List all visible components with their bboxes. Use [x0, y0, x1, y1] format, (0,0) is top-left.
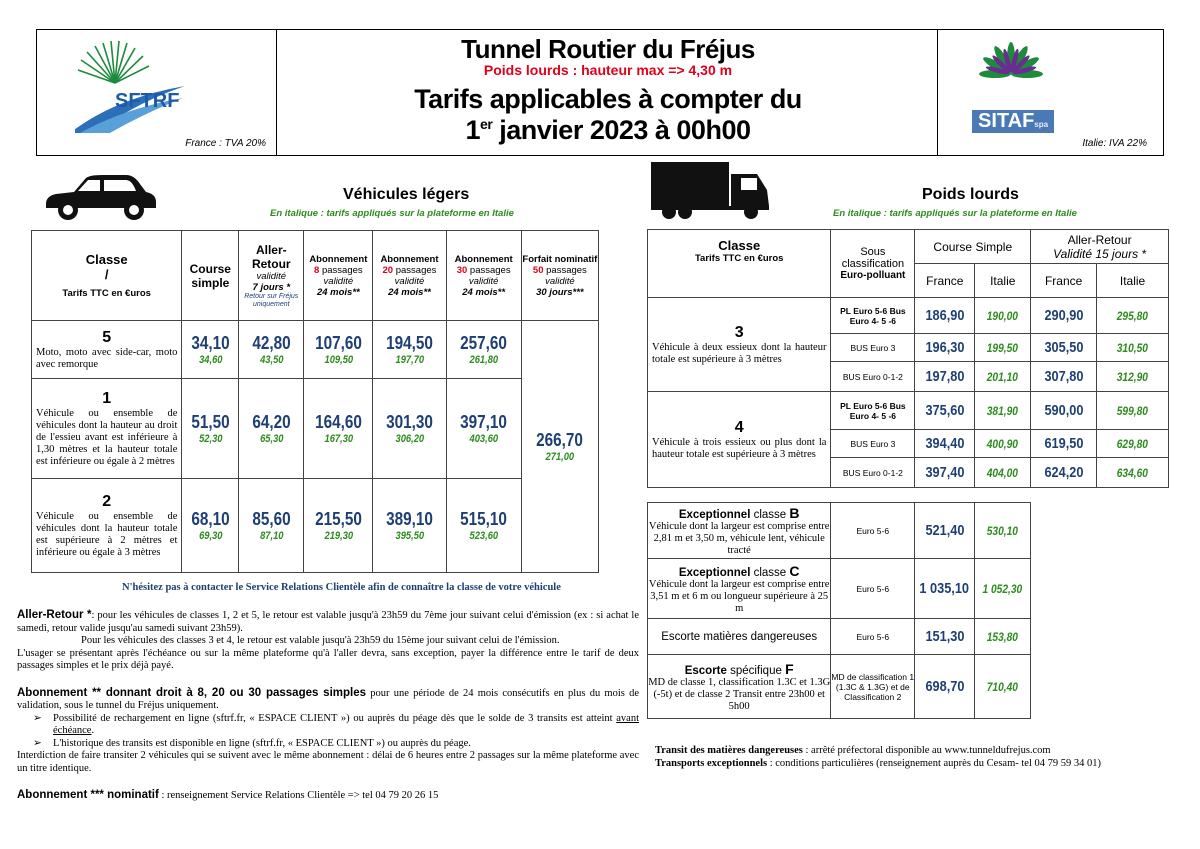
table-row: Escorte matières dangereuses Euro 5-6 151,30 153,80 [648, 619, 1031, 655]
aller-retour-header: Aller-Retour Validité 15 jours * [1031, 230, 1169, 264]
aller-retour-note-3: L'usager se présentant après l'échéance ou sur la même plateforme qu'à l'aller devra, sans exception, payer la différence entre le tarif de deux passages simples et le prix déjà payé. [17, 647, 639, 671]
class-3-cell: 3 Véhicule à deux essieux dont la hauteur totale est supérieure à 3 mètres [648, 298, 831, 392]
aller-retour-note-2: Pour les véhicules des classes 3 et 4, le retour est valable jusqu'à 23h59 du 15ème jour suivant celui de l'émission. [81, 635, 560, 646]
sous-classification-header: Sous classification Euro-polluant [831, 230, 915, 298]
sitaf-logo-text: SITAFspa [972, 110, 1054, 133]
tariff-date-line2: 1er janvier 2023 à 00h00 [465, 115, 751, 145]
contact-notice: N'hésitez pas à contacter le Service Relations Clientèle afin de connaître la classe de votre véhicule [122, 582, 561, 593]
light-vehicles-subtitle: En italique : tarifs appliqués sur la plateforme en Italie [270, 208, 514, 219]
sitaf-logo-cell [937, 30, 1163, 155]
abonnement-20-header: Abonnement 20 passages validité 24 mois** [373, 231, 446, 321]
forfait-header: Forfait nominatif 50 passages validité 30 jours*** [521, 231, 598, 321]
arrow-bullet-icon: ➢ [33, 737, 42, 749]
table-row: Exceptionnel classe C Véhicule dont la largeur est comprise entre 3,51 m et 6 m ou longueur supérieure à 25 m Euro 5-6 1 035,10 1 052,30 [648, 559, 1031, 619]
table-row: 5 Moto, moto avec side-car, moto avec remorque 34,10 34,60 42,80 43,50 107,60 109,50 194,50 197,70 257,60 261,80 266,70 271,00 [32, 321, 599, 379]
class-4-cell: 4 Véhicule à trois essieux ou plus dont la hauteur totale est supérieure à 3 mètres [648, 392, 831, 488]
course-header: Course simple [182, 231, 239, 321]
page-title: Tunnel Routier du Fréjus [461, 34, 755, 64]
sftrf-logo-icon [75, 38, 185, 133]
class-header: Classe Tarifs TTC en €uros [648, 230, 831, 298]
car-icon [42, 172, 160, 222]
nominatif-note: Abonnement *** nominatif : renseignement Service Relations Clientèle => tel 04 79 20 26 15 [17, 789, 439, 801]
class-5-cell: 5 Moto, moto avec side-car, moto avec remorque [32, 321, 182, 379]
table-subheader-row: France Italie France Italie [648, 264, 1169, 298]
list-item: ➢ Possibilité de rechargement en ligne (sftrf.fr, « ESPACE CLIENT ») ou auprès du péage dès que le solde de 3 transits est atteint avant échéance. [33, 712, 639, 736]
arrow-bullet-icon: ➢ [33, 712, 42, 724]
escorte-md-cell: Escorte matières dangereuses [648, 619, 831, 655]
table-row: 3 Véhicule à deux essieux dont la hauteur totale est supérieure à 3 mètres PL Euro 5-6 Bus Euro 4- 5 -6 186,90 190,00 290,90 295,80 [648, 298, 1169, 334]
light-vehicles-table [31, 230, 599, 573]
table-row: BUS Euro 3 196,30 199,50 305,50 310,50 [648, 334, 1169, 362]
list-item: ➢ L'historique des transits est disponible en ligne (sftrf.fr, « ESPACE CLIENT ») ou auprès du péage. [33, 737, 471, 749]
exceptional-c-cell: Exceptionnel classe C Véhicule dont la largeur est comprise entre 3,51 m et 6 m ou longueur supérieure à 25 m [648, 559, 831, 619]
italie-iva-label: Italie: IVA 22% [1082, 138, 1147, 149]
transports-exceptionnels-note: Transports exceptionnels : conditions particulières (renseignement auprès du Cesam- tel 04 79 59 34 01) [655, 757, 1101, 769]
aller-retour-header: Aller-Retour validité 7 jours * Retour sur Fréjus uniquement [239, 231, 304, 321]
table-row: 1 Véhicule ou ensemble de véhicules dont la hauteur au droit de l'essieu avant est inférieure à 1,30 mètres et la hauteur totale est inférieure ou égale à 2 mètres 51,50 52,30 64,20 65,30 164,60 167,30 301,30 306,20 397,10 403,60 [32, 379, 599, 479]
header-box [36, 29, 1164, 156]
table-header-row [648, 230, 1169, 264]
forfait-cell: 266,70 271,00 [521, 321, 598, 573]
escorte-f-cell: Escorte spécifique F MD de classe 1, classification 1.3C et 1.3G (-5t) et de classe 2 Transit entre 23h00 et 5h00 [648, 655, 831, 719]
table-row: 4 Véhicule à trois essieux ou plus dont la hauteur totale est supérieure à 3 mètres PL Euro 5-6 Bus Euro 4- 5 -6 375,60 381,90 590,00 599,80 [648, 392, 1169, 430]
heavy-vehicles-table [647, 229, 1169, 488]
heavy-vehicles-title: Poids lourds [922, 186, 1019, 203]
france-tva-label: France : TVA 20% [185, 138, 266, 149]
truck-icon [651, 162, 773, 220]
transit-notes [655, 745, 1185, 770]
abonnement-30-header: Abonnement 30 passages validité 24 mois** [446, 231, 521, 321]
interdiction-note: Interdiction de faire transiter 2 véhicules qui se suivent avec le même abonnement : délai de 6 heures entre 2 passages sur la même plateforme avec un titre identique. [17, 750, 639, 774]
abonnement-note: Abonnement ** donnant droit à 8, 20 ou 30 passages simples pour une période de 24 mois consécutifs en plus du mois de validation, sous le tunnel du Fréjus uniquement. [17, 686, 639, 711]
notes-block [17, 609, 639, 803]
exceptional-table [647, 502, 1031, 719]
heavy-vehicles-subtitle: En italique : tarifs appliqués sur la plateforme en Italie [833, 208, 1077, 219]
aller-retour-note: Aller-Retour *: pour les véhicules de classes 1, 2 et 5, le retour est valable jusqu'à 23h59 du 7ème jour suivant celui d'émission (ex : si achat le samedi, retour valide jusqu'au samedi suivant 23h59). [17, 609, 640, 634]
header-title-block [277, 30, 939, 155]
transit-md-note: Transit des matières dangereuses : arrêté préfectoral disponible au www.tunneldufrejus.com [655, 745, 1051, 756]
table-row: 2 Véhicule ou ensemble de véhicules dont la hauteur totale est supérieure à 2 mètres et inférieure ou égale à 3 mètres 68,10 69,30 85,60 87,10 215,50 219,30 389,10 395,50 515,10 523,60 [32, 479, 599, 573]
class-header: Classe / Tarifs TTC en €uros [32, 231, 182, 321]
sftrf-logo-text: SFTRF [115, 90, 180, 112]
class-2-cell: 2 Véhicule ou ensemble de véhicules dont la hauteur totale est supérieure à 2 mètres et inférieure ou égale à 3 mètres [32, 479, 182, 573]
class-1-cell: 1 Véhicule ou ensemble de véhicules dont la hauteur au droit de l'essieu avant est inférieure à 1,30 mètres et la hauteur totale est inférieure ou égale à 2 mètres [32, 379, 182, 479]
exceptional-b-cell: Exceptionnel classe B Véhicule dont la largeur est comprise entre 2,81 m et 3,50 m, véhicule lent, véhicule tracté [648, 503, 831, 559]
course-simple-header: Course Simple [915, 230, 1031, 264]
light-vehicles-title: Véhicules légers [343, 186, 470, 203]
table-row: Escorte spécifique F MD de classe 1, classification 1.3C et 1.3G (-5t) et de classe 2 Transit entre 23h00 et 5h00 MD de classification 1 (1.3C & 1.3G) et de Classification 2 698,70 710,40 [648, 655, 1031, 719]
sftrf-logo-cell [37, 30, 277, 155]
table-row: Exceptionnel classe B Véhicule dont la largeur est comprise entre 2,81 m et 3,50 m, véhicule lent, véhicule tracté Euro 5-6 521,40 530,10 [648, 503, 1031, 559]
height-limit-label: Poids lourds : hauteur max => 4,30 m [483, 62, 733, 78]
table-row: BUS Euro 0-1-2 197,80 201,10 307,80 312,90 [648, 362, 1169, 392]
table-row: BUS Euro 3 394,40 400,90 619,50 629,80 [648, 430, 1169, 458]
tariff-date-line1: Tarifs applicables à compter du [414, 84, 802, 114]
abonnement-8-header: Abonnement 8 passages validité 24 mois** [304, 231, 373, 321]
table-header-row [32, 231, 599, 321]
table-row: BUS Euro 0-1-2 397,40 404,00 624,20 634,60 [648, 458, 1169, 488]
